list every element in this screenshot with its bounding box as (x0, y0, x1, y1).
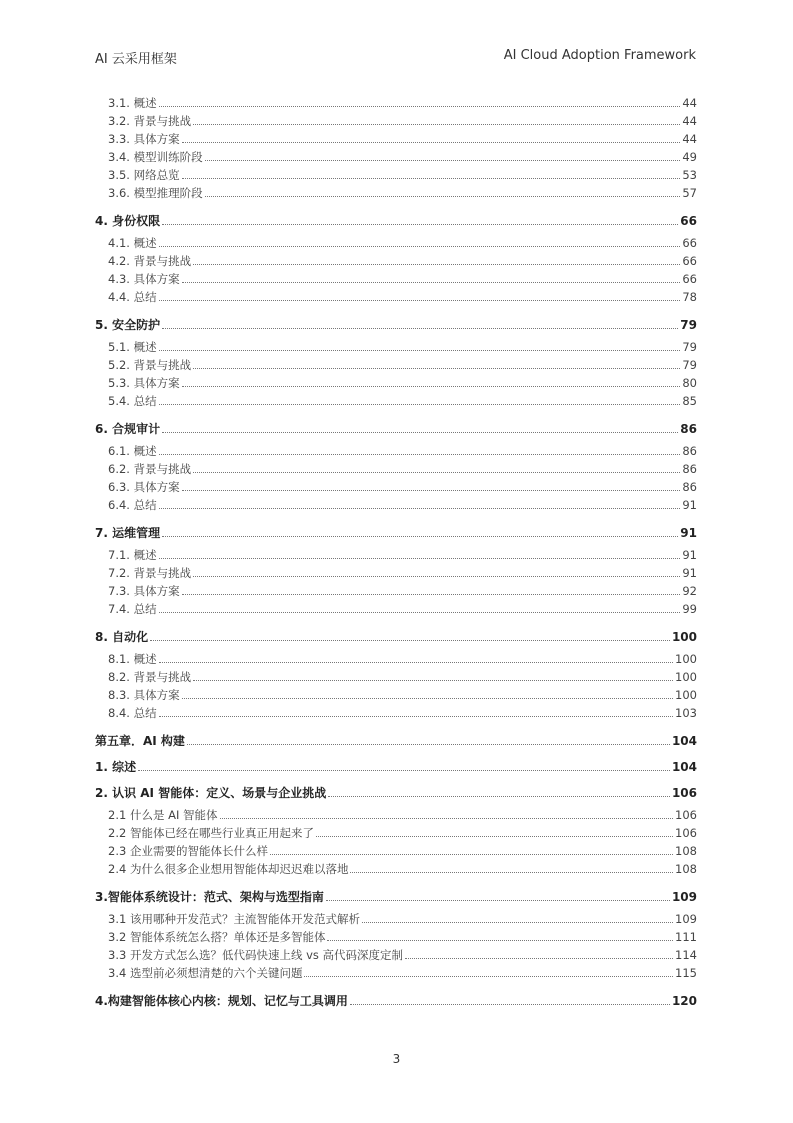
toc-entry-label: 3.4 选型前必须想清楚的六个关键问题 (108, 966, 303, 980)
toc-entry-page: 49 (682, 150, 697, 164)
toc-entry-label: 8. 自动化 (95, 630, 149, 644)
toc-leader-dots (350, 1004, 670, 1005)
toc-entry-page: 106 (671, 786, 697, 800)
toc-entry-label: 3.4. 模型训练阶段 (108, 150, 203, 164)
toc-subsection-entry[interactable] (95, 648, 697, 666)
toc-leader-dots (205, 196, 681, 197)
toc-entry-page: 66 (682, 236, 697, 250)
toc-entry-label: 3.3 开发方式怎么选？低代码快速上线 vs 高代码深度定制 (108, 948, 404, 962)
toc-entry-page: 100 (675, 670, 697, 684)
toc-leader-dots (138, 770, 670, 771)
toc-entry-page: 44 (682, 96, 697, 110)
toc-entry-page: 91 (682, 548, 697, 562)
toc-subsection-entry[interactable] (95, 908, 697, 926)
toc-entry-label: 6.2. 背景与挑战 (108, 462, 192, 476)
toc-entry-label: 4.2. 背景与挑战 (108, 254, 192, 268)
toc-entry-page: 99 (682, 602, 697, 616)
toc-entry-page: 106 (675, 808, 697, 822)
toc-entry-page: 109 (675, 912, 697, 926)
toc-subsection-entry[interactable] (95, 944, 697, 962)
toc-subsection-entry[interactable] (95, 232, 697, 250)
toc-leader-dots (193, 576, 680, 577)
toc-section-entry[interactable] (95, 618, 697, 644)
toc-entry-label: 6.4. 总结 (108, 498, 157, 512)
toc-entry-page: 85 (682, 394, 697, 408)
toc-subsection-entry[interactable] (95, 440, 697, 458)
toc-section-entry[interactable] (95, 774, 697, 800)
toc-entry-label: 3.5. 网络总览 (108, 168, 180, 182)
toc-section-entry[interactable] (95, 982, 697, 1008)
toc-leader-dots (159, 404, 681, 405)
toc-entry-label: 3.3. 具体方案 (108, 132, 180, 146)
toc-entry-label: 5. 安全防护 (95, 318, 161, 332)
toc-leader-dots (159, 300, 681, 301)
toc-subsection-entry[interactable] (95, 494, 697, 512)
toc-entry-label: 5.2. 背景与挑战 (108, 358, 192, 372)
toc-leader-dots (159, 558, 681, 559)
toc-entry-label: 4.1. 概述 (108, 236, 157, 250)
toc-entry-page: 66 (682, 272, 697, 286)
toc-subsection-entry[interactable] (95, 390, 697, 408)
toc-leader-dots (182, 698, 673, 699)
toc-subsection-entry[interactable] (95, 250, 697, 268)
toc-leader-dots (326, 900, 670, 901)
toc-subsection-entry[interactable] (95, 354, 697, 372)
toc-entry-label: 2.1 什么是 AI 智能体 (108, 808, 218, 822)
toc-leader-dots (182, 178, 681, 179)
toc-entry-label: 5.3. 具体方案 (108, 376, 180, 390)
header-right-title: AI Cloud Adoption Framework (503, 48, 696, 63)
toc-leader-dots (182, 490, 681, 491)
toc-entry-page: 86 (682, 462, 697, 476)
toc-entry-page: 91 (682, 566, 697, 580)
toc-subsection-entry[interactable] (95, 962, 697, 980)
toc-subsection-entry[interactable] (95, 804, 697, 822)
toc-subsection-entry[interactable] (95, 598, 697, 616)
toc-subsection-entry[interactable] (95, 268, 697, 286)
toc-entry-page: 120 (671, 994, 697, 1008)
toc-leader-dots (159, 662, 673, 663)
toc-entry-label: 4.构建智能体核心内核：规划、记忆与工具调用 (95, 994, 348, 1008)
toc-entry-page: 104 (671, 734, 697, 748)
toc-leader-dots (159, 612, 681, 613)
toc-entry-label: 第五章．AI 构建 (95, 734, 185, 748)
toc-leader-dots (362, 922, 673, 923)
toc-entry-label: 7.2. 背景与挑战 (108, 566, 192, 580)
toc-entry-page: 100 (675, 688, 697, 702)
toc-subsection-entry[interactable] (95, 822, 697, 840)
toc-subsection-entry[interactable] (95, 476, 697, 494)
toc-entry-label: 3.2 智能体系统怎么搭？单体还是多智能体 (108, 930, 326, 944)
toc-subsection-entry[interactable] (95, 110, 697, 128)
toc-entry-page: 78 (682, 290, 697, 304)
toc-subsection-entry[interactable] (95, 458, 697, 476)
toc-leader-dots (162, 224, 678, 225)
toc-entry-label: 2.2 智能体已经在哪些行业真正用起来了 (108, 826, 314, 840)
page-number: 3 (392, 1052, 401, 1066)
toc-subsection-entry[interactable] (95, 840, 697, 858)
toc-leader-dots (182, 594, 681, 595)
toc-entry-label: 8.1. 概述 (108, 652, 157, 666)
toc-leader-dots (162, 328, 678, 329)
toc-leader-dots (159, 508, 681, 509)
toc-section-entry[interactable] (95, 514, 697, 540)
toc-section-entry[interactable] (95, 748, 697, 774)
toc-entry-label: 8.4. 总结 (108, 706, 157, 720)
toc-entry-page: 92 (682, 584, 697, 598)
toc-subsection-entry[interactable] (95, 562, 697, 580)
toc-leader-dots (162, 536, 678, 537)
toc-section-entry[interactable] (95, 878, 697, 904)
toc-entry-label: 2.4 为什么很多企业想用智能体却迟迟难以落地 (108, 862, 349, 876)
toc-entry-page: 106 (675, 826, 697, 840)
toc-entry-page: 79 (680, 318, 697, 332)
toc-entry-page: 91 (682, 498, 697, 512)
toc-leader-dots (350, 872, 673, 873)
toc-entry-page: 103 (675, 706, 697, 720)
toc-subsection-entry[interactable] (95, 858, 697, 876)
toc-entry-page: 79 (682, 340, 697, 354)
toc-entry-label: 6.3. 具体方案 (108, 480, 180, 494)
toc-entry-label: 1. 综述 (95, 760, 137, 774)
toc-entry-label: 4.4. 总结 (108, 290, 157, 304)
toc-leader-dots (159, 106, 681, 107)
toc-entry-page: 44 (682, 132, 697, 146)
toc-subsection-entry[interactable] (95, 128, 697, 146)
toc-entry-label: 3.智能体系统设计：范式、架构与选型指南 (95, 890, 324, 904)
toc-entry-page: 79 (682, 358, 697, 372)
toc-subsection-entry[interactable] (95, 684, 697, 702)
toc-leader-dots (150, 640, 670, 641)
toc-entry-page: 114 (675, 948, 697, 962)
toc-entry-page: 53 (682, 168, 697, 182)
header-left-title: AI 云采用框架 (95, 52, 177, 67)
toc-entry-label: 7. 运维管理 (95, 526, 161, 540)
toc-subsection-entry[interactable] (95, 372, 697, 390)
toc-entry-label: 4. 身份权限 (95, 214, 161, 228)
toc-entry-page: 86 (680, 422, 697, 436)
toc-subsection-entry[interactable] (95, 666, 697, 684)
toc-leader-dots (182, 386, 681, 387)
toc-entry-page: 66 (682, 254, 697, 268)
toc-leader-dots (193, 368, 680, 369)
toc-leader-dots (304, 976, 673, 977)
toc-leader-dots (316, 836, 673, 837)
toc-leader-dots (405, 958, 673, 959)
toc-entry-page: 86 (682, 444, 697, 458)
toc-leader-dots (327, 940, 673, 941)
toc-leader-dots (159, 246, 681, 247)
toc-leader-dots (193, 264, 680, 265)
toc-leader-dots (193, 124, 680, 125)
toc-subsection-entry[interactable] (95, 926, 697, 944)
toc-entry-label: 5.4. 总结 (108, 394, 157, 408)
toc-entry-page: 108 (675, 862, 697, 876)
toc-entry-label: 6. 合规审计 (95, 422, 161, 436)
toc-section-entry[interactable] (95, 202, 697, 228)
toc-subsection-entry[interactable] (95, 92, 697, 110)
toc-section-entry[interactable] (95, 410, 697, 436)
toc-entry-label: 3.6. 模型推理阶段 (108, 186, 203, 200)
toc-subsection-entry[interactable] (95, 146, 697, 164)
toc-entry-page: 111 (675, 930, 697, 944)
toc-leader-dots (159, 350, 681, 351)
toc-entry-page: 100 (671, 630, 697, 644)
toc-subsection-entry[interactable] (95, 702, 697, 720)
toc-entry-label: 5.1. 概述 (108, 340, 157, 354)
toc-entry-label: 7.3. 具体方案 (108, 584, 180, 598)
toc-subsection-entry[interactable] (95, 544, 697, 562)
toc-subsection-entry[interactable] (95, 580, 697, 598)
toc-entry-label: 8.3. 具体方案 (108, 688, 180, 702)
toc-leader-dots (220, 818, 674, 819)
toc-entry-page: 66 (680, 214, 697, 228)
toc-entry-label: 8.2. 背景与挑战 (108, 670, 192, 684)
toc-subsection-entry[interactable] (95, 182, 697, 200)
toc-leader-dots (270, 854, 673, 855)
toc-entry-page: 109 (671, 890, 697, 904)
table-of-contents (95, 92, 697, 1008)
toc-entry-label: 4.3. 具体方案 (108, 272, 180, 286)
toc-section-entry[interactable] (95, 722, 697, 748)
toc-entry-page: 115 (675, 966, 697, 980)
toc-entry-label: 2.3 企业需要的智能体长什么样 (108, 844, 268, 858)
toc-leader-dots (193, 472, 680, 473)
toc-entry-page: 57 (682, 186, 697, 200)
toc-leader-dots (182, 282, 681, 283)
toc-entry-label: 7.1. 概述 (108, 548, 157, 562)
toc-entry-page: 108 (675, 844, 697, 858)
toc-leader-dots (159, 454, 681, 455)
toc-entry-label: 6.1. 概述 (108, 444, 157, 458)
toc-leader-dots (187, 744, 670, 745)
toc-leader-dots (159, 716, 673, 717)
toc-entry-page: 100 (675, 652, 697, 666)
toc-subsection-entry[interactable] (95, 164, 697, 182)
toc-leader-dots (205, 160, 681, 161)
toc-entry-label: 3.1 该用哪种开发范式？主流智能体开发范式解析 (108, 912, 360, 926)
toc-entry-label: 3.2. 背景与挑战 (108, 114, 192, 128)
toc-section-entry[interactable] (95, 306, 697, 332)
toc-subsection-entry[interactable] (95, 336, 697, 354)
toc-entry-label: 2. 认识 AI 智能体：定义、场景与企业挑战 (95, 786, 327, 800)
toc-entry-page: 80 (682, 376, 697, 390)
toc-entry-page: 91 (680, 526, 697, 540)
toc-leader-dots (193, 680, 673, 681)
toc-entry-label: 3.1. 概述 (108, 96, 157, 110)
toc-leader-dots (328, 796, 670, 797)
toc-entry-page: 104 (671, 760, 697, 774)
toc-entry-label: 7.4. 总结 (108, 602, 157, 616)
toc-entry-page: 44 (682, 114, 697, 128)
toc-entry-page: 86 (682, 480, 697, 494)
toc-leader-dots (162, 432, 678, 433)
toc-leader-dots (182, 142, 681, 143)
toc-subsection-entry[interactable] (95, 286, 697, 304)
